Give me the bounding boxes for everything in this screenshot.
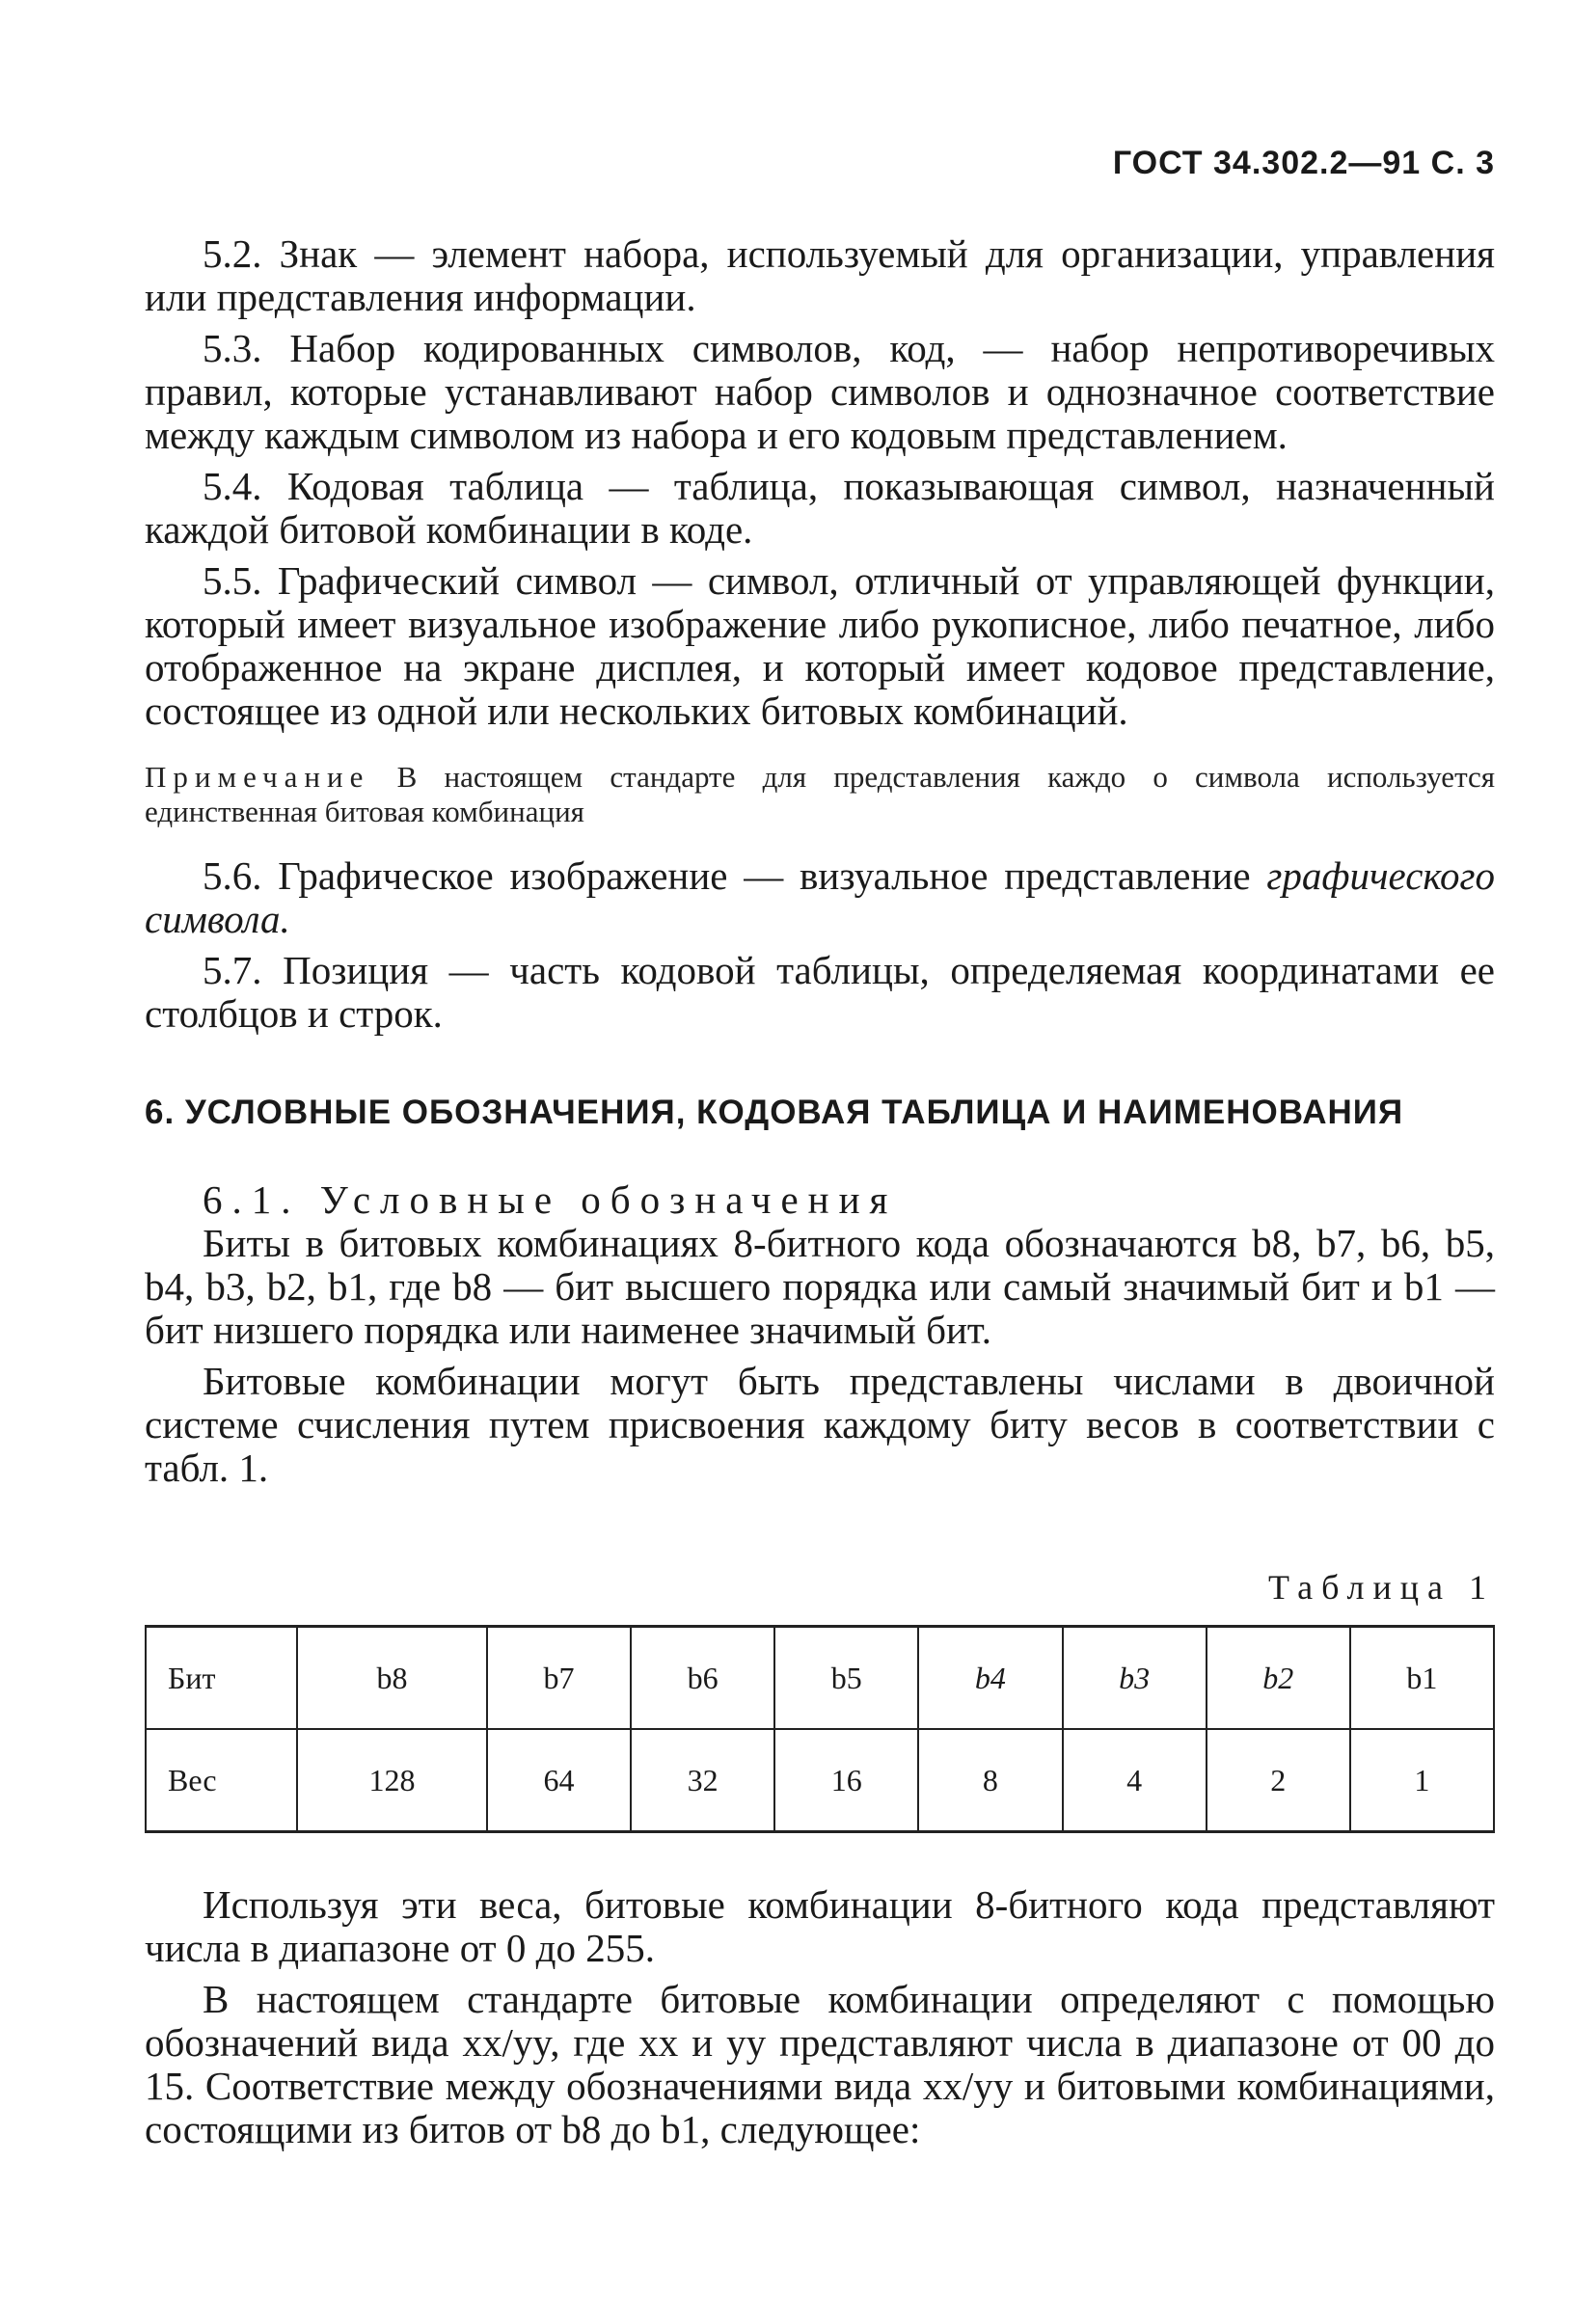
table-row-bits <box>146 1627 1494 1730</box>
document-page <box>145 145 1495 2151</box>
paragraph-notation: В настоящем стандарте битовые комбинации определяют с помощью обозначений вида xx/yy, где xx и yy представляют числа в диапазоне от 00 до 15. Соответствие между обозначениями вида xx/yy и битовыми комбинациями, состоящими из битов от b8 до b1, следующее: <box>145 1977 1495 2151</box>
table-cell-bit: b2 <box>1207 1627 1350 1730</box>
paragraph-5-4: 5.4. Кодовая таблица — таблица, показывающая символ, назначенный каждой битовой комбинации в коде. <box>145 464 1495 552</box>
table-cell-bit: b7 <box>487 1627 631 1730</box>
table-row-weights <box>146 1729 1494 1832</box>
paragraph-6-1-weights: Битовые комбинации могут быть представлены числами в двоичной системе счисления путем присвоения каждому биту весов в соответствии с табл. 1. <box>145 1359 1495 1490</box>
table-cell-weight: 16 <box>774 1729 918 1832</box>
table-cell-bit: b3 <box>1063 1627 1207 1730</box>
table-cell-bit: b5 <box>774 1627 918 1730</box>
paragraph-5-6 <box>145 854 1495 941</box>
subsection-6-1-title: 6.1. Условные обозначения <box>203 1177 898 1222</box>
table-cell-weight: 32 <box>631 1729 774 1832</box>
table-cell-bit: b4 <box>918 1627 1062 1730</box>
paragraph-5-7: 5.7. Позиция — часть кодовой таблицы, определяемая координатами ее столбцов и строк. <box>145 948 1495 1036</box>
paragraph-5-5: 5.5. Графический символ — символ, отличный от управляющей функции, который имеет визуальное изображение либо рукописное, либо печатное, либо отображенное на экране дисплея, и который имеет кодовое представление, состоящее из одной или нескольких битовых комбинаций. <box>145 558 1495 733</box>
paragraph-6-1-bits: Биты в битовых комбинациях 8-битного кода обозначаются b8, b7, b6, b5, b4, b3, b2, b1, где b8 — бит высшего порядка или самый значимый бит и b1 — бит низшего порядка или наименее значимый бит. <box>145 1221 1495 1352</box>
note-text: В настоящем стандарте для представления каждо о символа используется единственная битовая комбинация <box>145 760 1496 828</box>
table-cell-weight: 64 <box>487 1729 631 1832</box>
table-cell-weight: 4 <box>1063 1729 1207 1832</box>
table-cell-bit: b6 <box>631 1627 774 1730</box>
table-cell-weight: 8 <box>918 1729 1062 1832</box>
paragraph-range: Используя эти веса, битовые комбинации 8-битного кода представляют числа в диапазоне от 0 до 255. <box>145 1882 1495 1970</box>
table-header-bit: Бит <box>146 1627 297 1730</box>
table-cell-weight: 128 <box>297 1729 487 1832</box>
note-label: Примечание <box>145 760 370 794</box>
table-header-weight: Вес <box>146 1729 297 1832</box>
table-cell-weight: 2 <box>1207 1729 1350 1832</box>
page-header: ГОСТ 34.302.2—91 С. 3 <box>1112 145 1495 181</box>
table-cell-weight: 1 <box>1350 1729 1494 1832</box>
bit-weights-table <box>145 1625 1495 1833</box>
paragraph-5-2: 5.2. Знак — элемент набора, используемый для организации, управления или представления информации. <box>145 231 1495 319</box>
section-6-title: 6. УСЛОВНЫЕ ОБОЗНАЧЕНИЯ, КОДОВАЯ ТАБЛИЦА И НАИМЕНОВАНИЯ <box>145 1094 1404 1131</box>
table-cell-bit: b8 <box>297 1627 487 1730</box>
table-caption: Таблица 1 <box>1268 1568 1495 1607</box>
table-cell-bit: b1 <box>1350 1627 1494 1730</box>
paragraph-5-3: 5.3. Набор кодированных символов, код, — набор непротиворечивых правил, которые устанавливают набор символов и однозначное соответствие между каждым символом из набора и его кодовым представлением. <box>145 326 1495 457</box>
paragraph-5-6-italic: графического символа. <box>145 853 1496 941</box>
paragraph-5-6-text: 5.6. Графическое изображение — визуальное представление <box>203 853 1251 898</box>
note <box>145 760 1495 829</box>
